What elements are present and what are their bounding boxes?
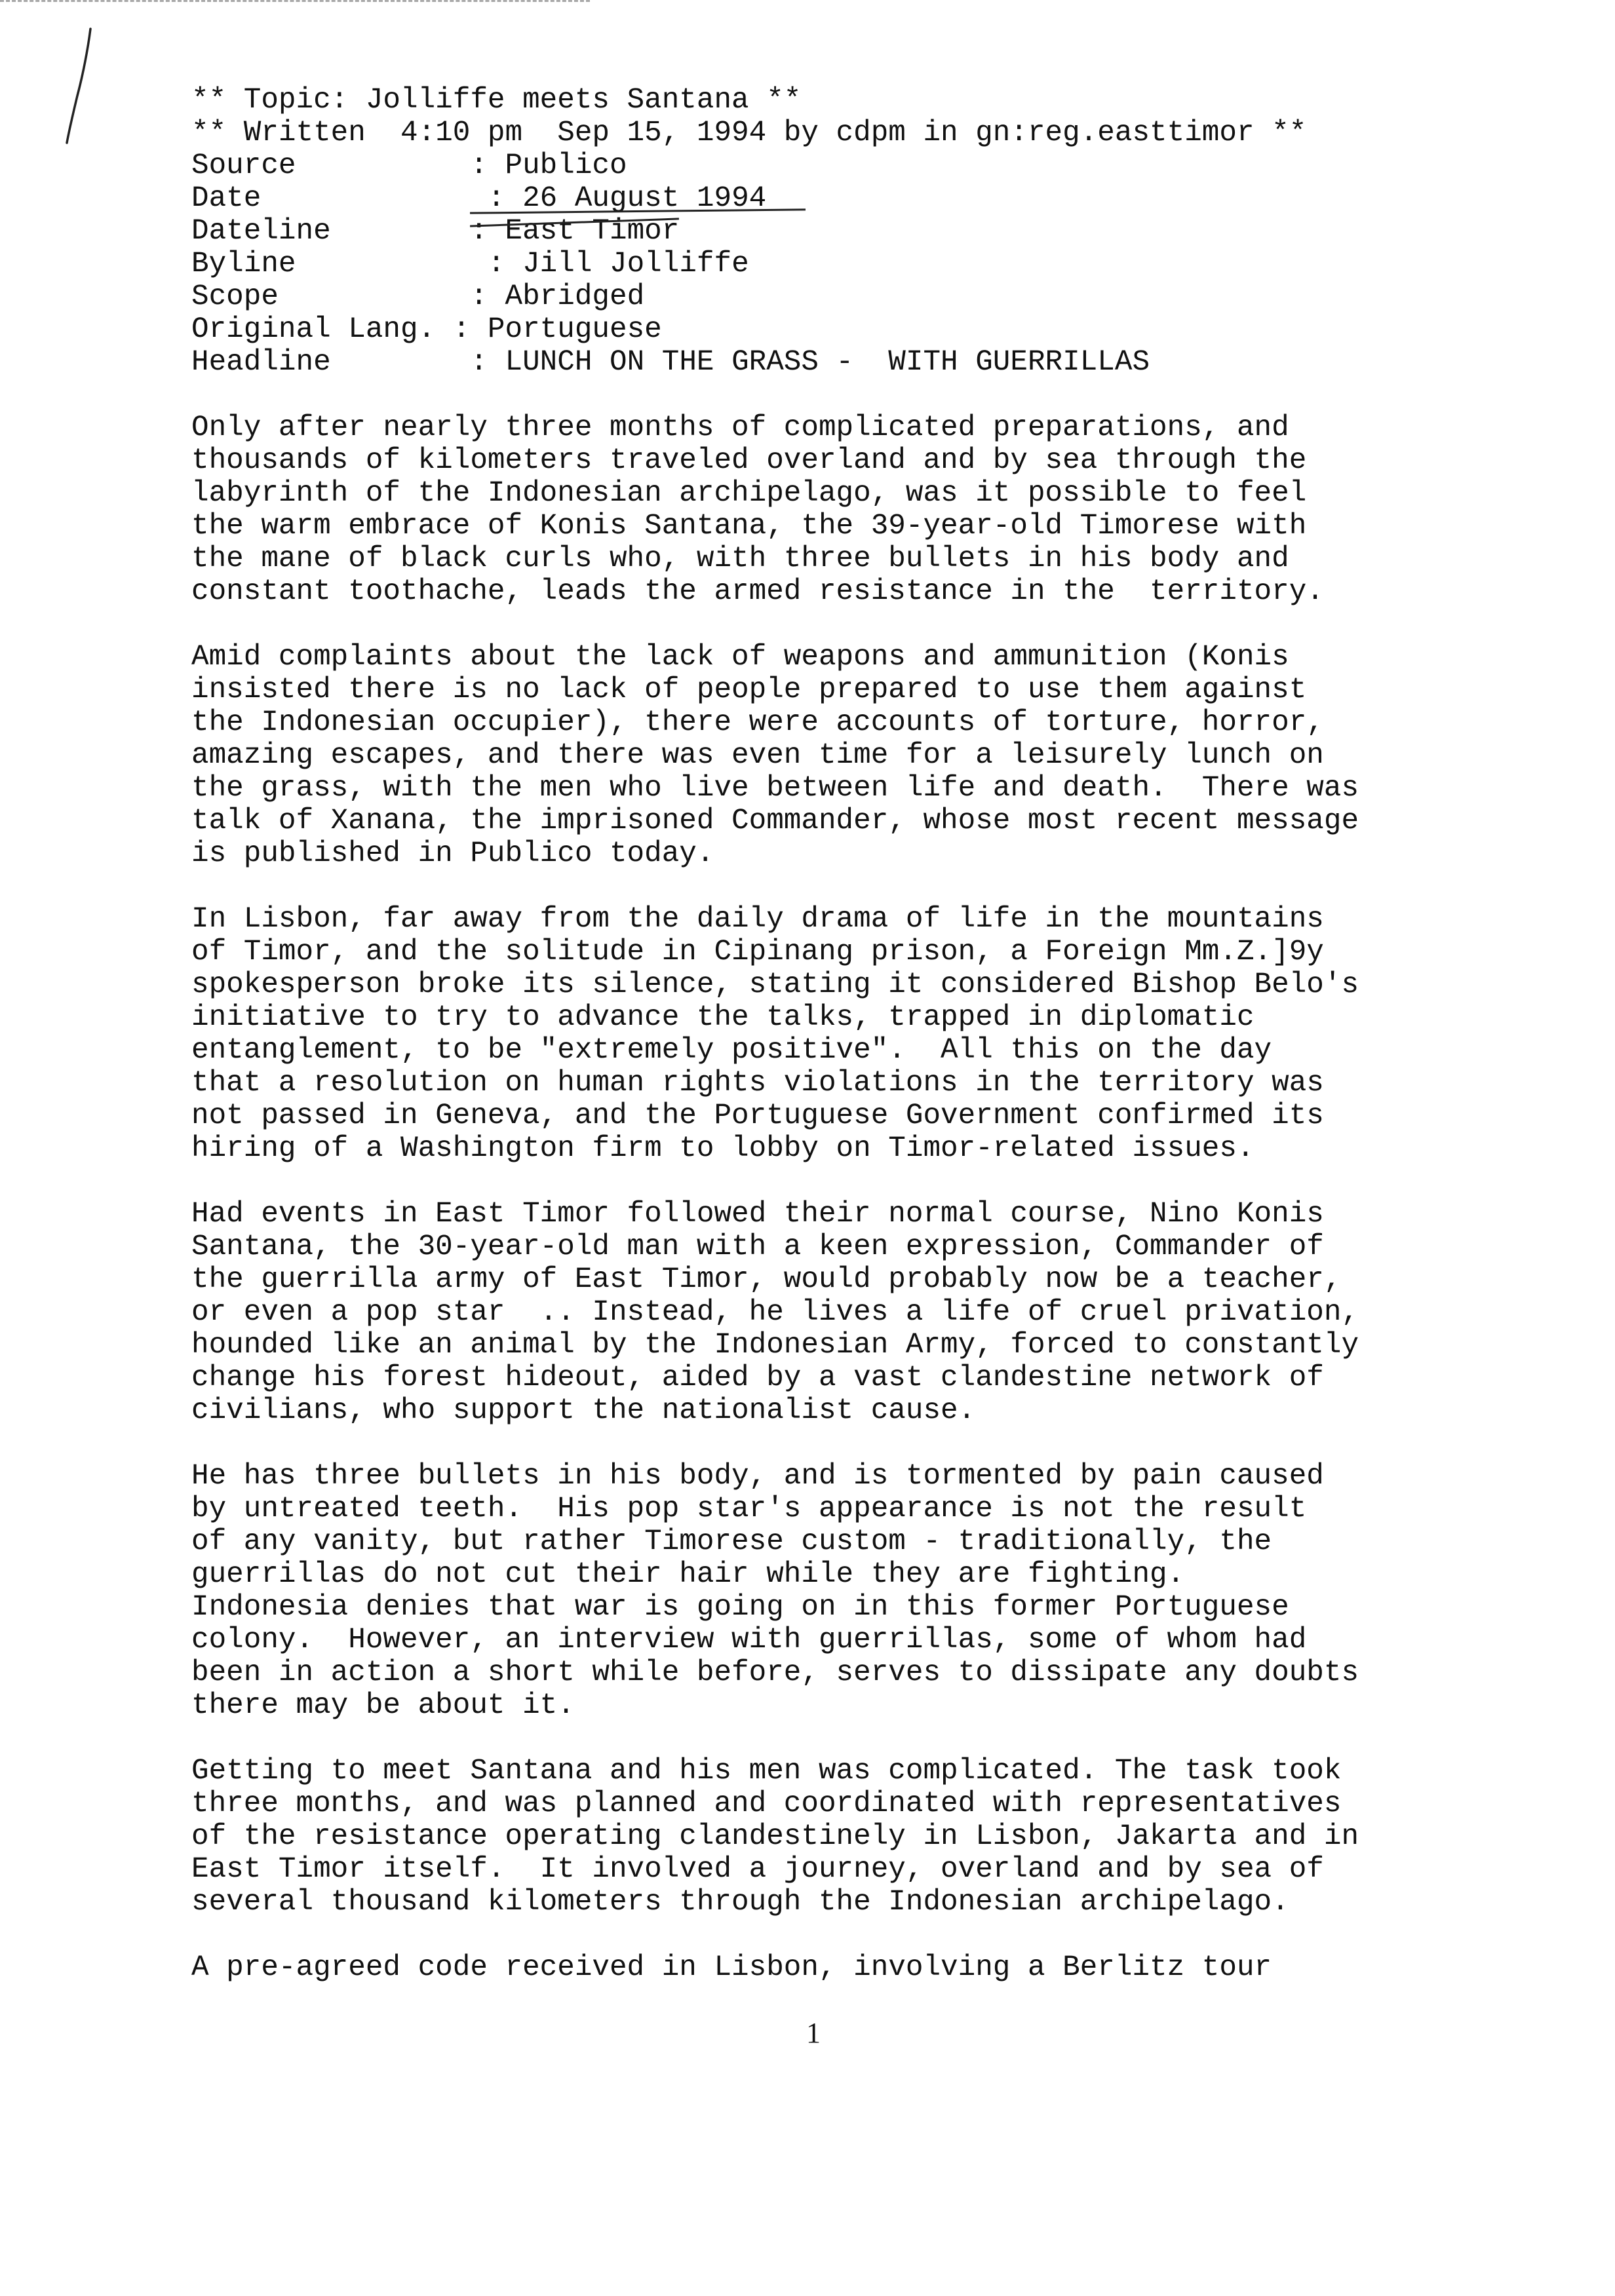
- meta-label: Scope: [191, 280, 471, 313]
- meta-label: Original Lang.: [191, 313, 453, 346]
- topic-line: ** Topic: Jolliffe meets Santana **: [191, 84, 802, 117]
- body-line: initiative to try to advance the talks, trapped in diplomatic: [191, 1001, 1255, 1034]
- paragraph-4: [191, 1198, 1489, 1427]
- meta-original-lang: [191, 313, 1489, 346]
- body-line: Only after nearly three months of complicated preparations, and: [191, 411, 1289, 444]
- body-line: that a resolution on human rights violations in the territory was: [191, 1067, 1324, 1100]
- body-line: He has three bullets in his body, and is tormented by pain caused: [191, 1460, 1324, 1493]
- meta-value: : Jill Jolliffe: [470, 248, 749, 280]
- body-line: of Timor, and the solitude in Cipinang prison, a Foreign Mm.Z.]9y: [191, 936, 1324, 968]
- written-line: ** Written 4:10 pm Sep 15, 1994 by cdpm in gn:reg.easttimor **: [191, 117, 1307, 149]
- meta-label: Headline: [191, 346, 471, 379]
- meta-dateline: [191, 215, 1489, 248]
- document-page: [191, 84, 1489, 1984]
- body-line: guerrillas do not cut their hair while they are fighting.: [191, 1558, 1185, 1591]
- body-line: change his forest hideout, aided by a vast clandestine network of: [191, 1362, 1324, 1394]
- paragraph-2: [191, 641, 1489, 870]
- body-line: Getting to meet Santana and his men was complicated. The task took: [191, 1755, 1342, 1788]
- meta-value: : LUNCH ON THE GRASS - WITH GUERRILLAS: [470, 346, 1150, 379]
- paragraph-1: [191, 411, 1489, 608]
- paragraph-3: [191, 903, 1489, 1165]
- meta-value: : Portuguese: [452, 313, 662, 346]
- body-line: Had events in East Timor followed their normal course, Nino Konis: [191, 1198, 1324, 1231]
- meta-value: : 26 August 1994: [470, 182, 767, 215]
- top-scan-rule: [0, 0, 590, 2]
- handwritten-margin-mark: [58, 24, 97, 148]
- body-line: or even a pop star .. Instead, he lives a life of cruel privation,: [191, 1296, 1359, 1329]
- body-line: is published in Publico today.: [191, 837, 714, 870]
- body-line: talk of Xanana, the imprisoned Commander, whose most recent message: [191, 805, 1359, 837]
- meta-scope: [191, 280, 1489, 313]
- body-line: insisted there is no lack of people prepared to use them against: [191, 674, 1307, 706]
- meta-label: Date: [191, 182, 471, 215]
- body-line: Indonesia denies that war is going on in this former Portuguese: [191, 1591, 1289, 1624]
- body-line: Santana, the 30-year-old man with a keen expression, Commander of: [191, 1231, 1324, 1263]
- body-line: the mane of black curls who, with three bullets in his body and: [191, 543, 1289, 575]
- body-line: constant toothache, leads the armed resistance in the territory.: [191, 575, 1324, 608]
- body-line: the guerrilla army of East Timor, would probably now be a teacher,: [191, 1263, 1342, 1296]
- body-line: of any vanity, but rather Timorese custom - traditionally, the: [191, 1525, 1272, 1558]
- body-line: the grass, with the men who live between life and death. There was: [191, 772, 1359, 805]
- meta-byline: [191, 248, 1489, 280]
- paragraph-6: [191, 1755, 1489, 1919]
- page-number: 1: [806, 2017, 821, 2049]
- paragraph-5: [191, 1460, 1489, 1722]
- body-line: been in action a short while before, serves to dissipate any doubts: [191, 1656, 1359, 1689]
- body-line: there may be about it.: [191, 1689, 575, 1722]
- paragraph-7: [191, 1951, 1489, 1984]
- body-line: of the resistance operating clandestinely in Lisbon, Jakarta and in: [191, 1820, 1359, 1853]
- body-line: civilians, who support the nationalist cause.: [191, 1394, 976, 1427]
- body-line: not passed in Geneva, and the Portuguese Government confirmed its: [191, 1100, 1324, 1132]
- body-line: entanglement, to be "extremely positive". All this on the day: [191, 1034, 1272, 1067]
- body-line: spokesperson broke its silence, stating it considered Bishop Belo's: [191, 968, 1359, 1001]
- body-line: by untreated teeth. His pop star's appearance is not the result: [191, 1493, 1307, 1525]
- body-line: East Timor itself. It involved a journey, overland and by sea of: [191, 1853, 1324, 1886]
- meta-date: [191, 182, 1489, 215]
- body-line: In Lisbon, far away from the daily drama of life in the mountains: [191, 903, 1324, 936]
- meta-value-underlined: [470, 182, 766, 215]
- body-line: hiring of a Washington firm to lobby on Timor-related issues.: [191, 1132, 1255, 1165]
- body-line: the warm embrace of Konis Santana, the 39-year-old Timorese with: [191, 510, 1307, 543]
- body-line: labyrinth of the Indonesian archipelago, was it possible to feel: [191, 477, 1307, 510]
- meta-label: Dateline: [191, 215, 471, 248]
- meta-label: Source: [191, 149, 471, 182]
- body-line: colony. However, an interview with guerrillas, some of whom had: [191, 1624, 1307, 1656]
- body-line: Amid complaints about the lack of weapons and ammunition (Konis: [191, 641, 1289, 674]
- meta-value: : East Timor: [470, 215, 680, 248]
- body-line: three months, and was planned and coordinated with representatives: [191, 1788, 1342, 1820]
- meta-value: : Abridged: [470, 280, 645, 313]
- meta-value: : Publico: [470, 149, 627, 182]
- body-line: thousands of kilometers traveled overland and by sea through the: [191, 444, 1307, 477]
- meta-source: [191, 149, 1489, 182]
- body-line: several thousand kilometers through the Indonesian archipelago.: [191, 1886, 1289, 1919]
- body-line: the Indonesian occupier), there were accounts of torture, horror,: [191, 706, 1324, 739]
- meta-label: Byline: [191, 248, 471, 280]
- body-line: amazing escapes, and there was even time for a leisurely lunch on: [191, 739, 1324, 772]
- body-line: A pre-agreed code received in Lisbon, involving a Berlitz tour: [191, 1951, 1272, 1984]
- meta-headline: [191, 346, 1489, 379]
- body-line: hounded like an animal by the Indonesian Army, forced to constantly: [191, 1329, 1359, 1362]
- meta-value-struck: [470, 215, 679, 248]
